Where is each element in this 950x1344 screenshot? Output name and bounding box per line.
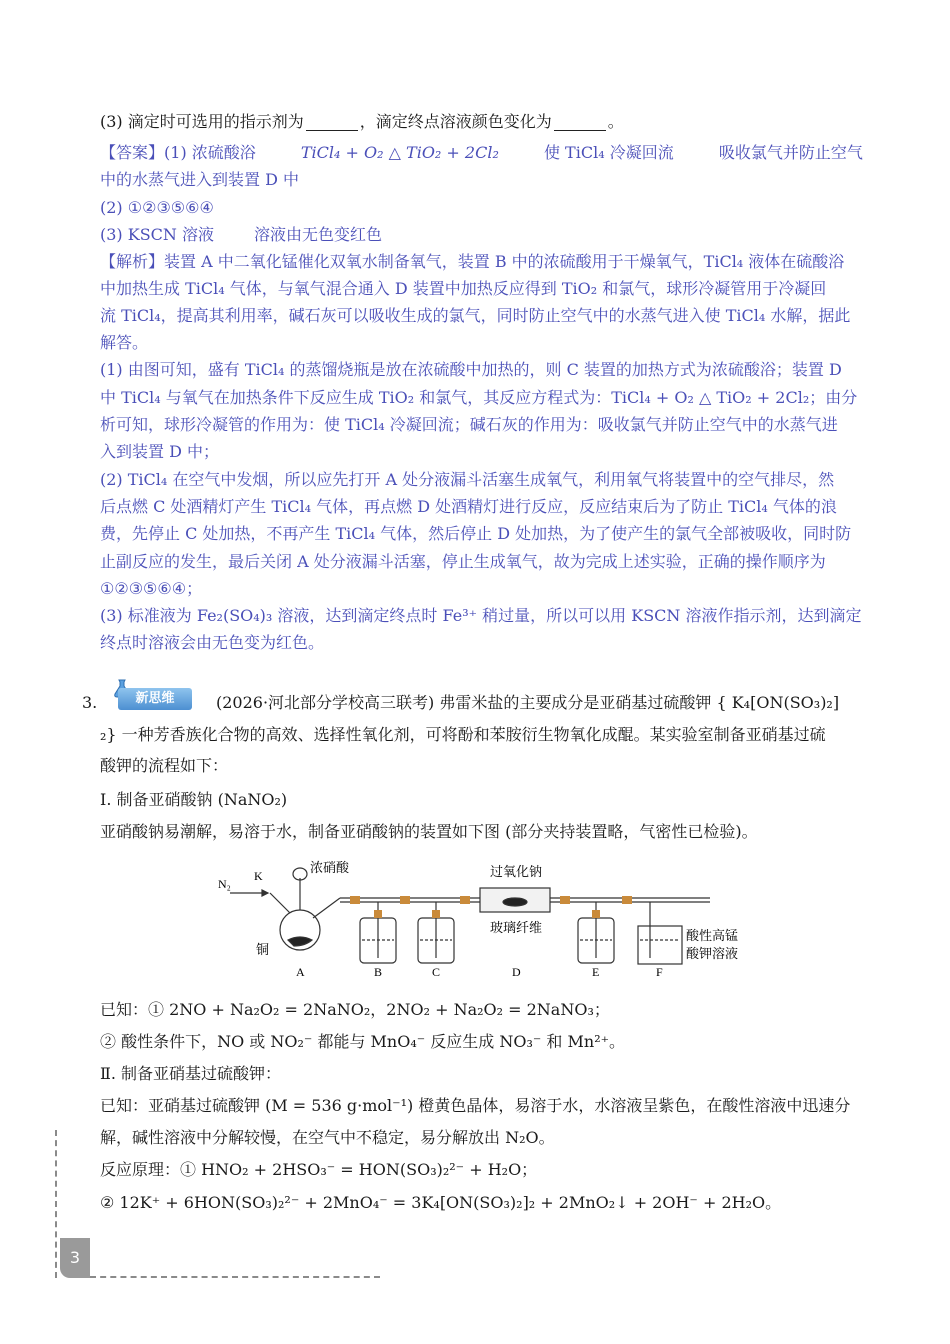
new-thinking-badge: [112, 678, 194, 710]
analysis-line: 【解析】装置 A 中二氧化锰催化双氧水制备氧气，装置 B 中的浓硫酸用于干燥氧气，TiCl₄ 液体在硫酸浴: [100, 252, 845, 271]
label-kmno4-1: 酸性高锰: [686, 929, 739, 944]
analysis-line: ①②③⑤⑥④；: [100, 579, 203, 598]
q3-stem: (2026·河北部分学校高三联考) 弗雷米盐的主要成分是亚硝基过硫酸钾 { K₄[ON(SO₃)₂]: [216, 693, 840, 712]
analysis-line: 费，先停止 C 处加热，不再产生 TiCl₄ 气体，然后停止 D 处加热，为了使产生的氯气全部被吸收，同时防: [100, 524, 852, 543]
answer-1a: (1) 浓硫酸浴: [164, 143, 256, 162]
analysis-line: 解答。: [100, 333, 149, 352]
item3-text-c: 。: [607, 112, 624, 131]
analysis-line: 流 TiCl₄，提高其利用率，碱石灰可以吸收生成的氯气，同时防止空气中的水蒸气进入使 TiCl₄ 水解，据此: [100, 306, 851, 325]
label-a: A: [296, 965, 305, 978]
known-1: 已知：① 2NO + Na₂O₂ = 2NaNO₂，2NO₂ + Na₂O₂ = 2NaNO₃；: [100, 1000, 610, 1019]
page-number: 3: [60, 1238, 90, 1278]
answer-line-3: (2) ①②③⑤⑥④: [100, 198, 214, 217]
answer-blank: [306, 114, 358, 131]
label-n2: N₂: [218, 877, 231, 891]
reaction-1: 反应原理：① HNO₂ + 2HSO₃⁻ = HON(SO₃)₂²⁻ + H₂O；: [100, 1160, 538, 1179]
answer-label: 【答案】: [100, 143, 165, 162]
analysis-line: (1) 由图可知，盛有 TiCl₄ 的蒸馏烧瓶是放在浓硫酸中加热的，则 C 装置的加热方式为浓硫酸浴；装置 D: [100, 360, 842, 379]
part1-title: Ⅰ. 制备亚硝酸钠 (NaNO₂): [100, 790, 288, 809]
q3-stem: 酸钾的流程如下：: [100, 756, 229, 775]
label-k: K: [254, 869, 263, 883]
q3-stem: ₂} 一种芳香族化合物的高效、选择性氧化剂，可将酚和苯胺衍生物氧化成醌。某实验室制备亚硝基过硫: [100, 725, 826, 744]
part2-title: Ⅱ. 制备亚硝基过硫酸钾：: [100, 1064, 282, 1083]
label-copper: 铜: [256, 943, 270, 958]
answer-4b: 溶液由无色变红色: [254, 225, 383, 244]
answer-blank: [554, 114, 606, 131]
label-kmno4-2: 酸钾溶液: [686, 947, 739, 962]
analysis-line: (3) 标准液为 Fe₂(SO₄)₃ 溶液，达到滴定终点时 Fe³⁺ 稍过量，所以可以用 KSCN 溶液作指示剂，达到滴定: [100, 606, 862, 625]
reaction-2: ② 12K⁺ + 6HON(SO₃)₂²⁻ + 2MnO₄⁻ = 3K₄[ON(SO₃)₂]₂ + 2MnO₂↓ + 2OH⁻ + 2H₂O。: [100, 1193, 782, 1212]
label-f: F: [656, 965, 663, 978]
analysis-line: (2) TiCl₄ 在空气中发烟，所以应先打开 A 处分液漏斗活塞生成氧气，利用氧气将装置中的空气排尽，然: [100, 470, 835, 489]
question-number: 3.: [82, 693, 98, 712]
badge-label: 新思维: [118, 688, 192, 710]
answer-line-1: [100, 143, 890, 163]
analysis-line: 止副反应的发生，最后关闭 A 处分液漏斗活塞，停止生成氧气，故为完成上述实验，正确的操作顺序为: [100, 552, 826, 571]
answer-1c: 使 TiCl₄ 冷凝回流: [543, 143, 674, 162]
part2-line-2: 解，碱性溶液中分解较慢，在空气中不稳定，易分解放出 N₂O。: [100, 1128, 555, 1147]
apparatus-diagram: [210, 858, 770, 978]
analysis-line: 中加热生成 TiCl₄ 气体，与氧气混合通入 D 装置中加热反应得到 TiO₂ 和氯气，球形冷凝管用于冷凝回: [100, 279, 827, 298]
analysis-line: 析可知，球形冷凝管的作用为：使 TiCl₄ 冷凝回流；碱石灰的作用为：吸收氯气并防止空气中的水蒸气进: [100, 415, 838, 434]
answer-line-4: [100, 225, 890, 245]
known-2: ② 酸性条件下，NO 或 NO₂⁻ 都能与 MnO₄⁻ 反应生成 NO₃⁻ 和 Mn²⁺。: [100, 1032, 626, 1051]
margin-dash-horizontal: [90, 1276, 380, 1278]
answer-4a: (3) KSCN 溶液: [100, 225, 214, 244]
part2-line-1: 已知：亚硝基过硫酸钾 (M = 536 g·mol⁻¹) 橙黄色晶体，易溶于水，水溶液呈紫色，在酸性溶液中迅速分: [100, 1096, 851, 1115]
label-d: D: [512, 965, 521, 978]
label-glass-fiber: 玻璃纤维: [490, 921, 543, 936]
answer-1d: 吸收氯气并防止空气: [718, 143, 863, 162]
analysis-line: 终点时溶液会由无色变为红色。: [100, 633, 325, 652]
item3-text-b: ，滴定终点溶液颜色变化为: [359, 112, 552, 131]
label-e: E: [592, 965, 600, 978]
question-item-3: [100, 112, 890, 132]
answer-1b: TiCl₄ + O₂ △ TiO₂ + 2Cl₂: [300, 143, 499, 162]
margin-dash-vertical: [55, 1130, 57, 1278]
item3-text-a: (3) 滴定时可选用的指示剂为: [100, 112, 304, 131]
analysis-line: 后点燃 C 处酒精灯产生 TiCl₄ 气体，再点燃 D 处酒精灯进行反应，反应结束后为了防止 TiCl₄ 气体的浪: [100, 497, 837, 516]
label-c: C: [432, 965, 441, 978]
analysis-line: 入到装置 D 中；: [100, 442, 220, 461]
answer-line-2: 中的水蒸气进入到装置 D 中: [100, 170, 300, 189]
label-b: B: [374, 965, 383, 978]
label-peroxide: 过氧化钠: [490, 865, 543, 880]
analysis-line: 中 TiCl₄ 与氧气在加热条件下反应生成 TiO₂ 和氯气，其反应方程式为：TiCl₄ + O₂ △ TiO₂ + 2Cl₂；由分: [100, 388, 858, 407]
part1-description: 亚硝酸钠易潮解，易溶于水，制备亚硝酸钠的装置如下图 (部分夹持装置略，气密性已检验)。: [100, 822, 758, 841]
label-acid: 浓硝酸: [310, 861, 350, 876]
